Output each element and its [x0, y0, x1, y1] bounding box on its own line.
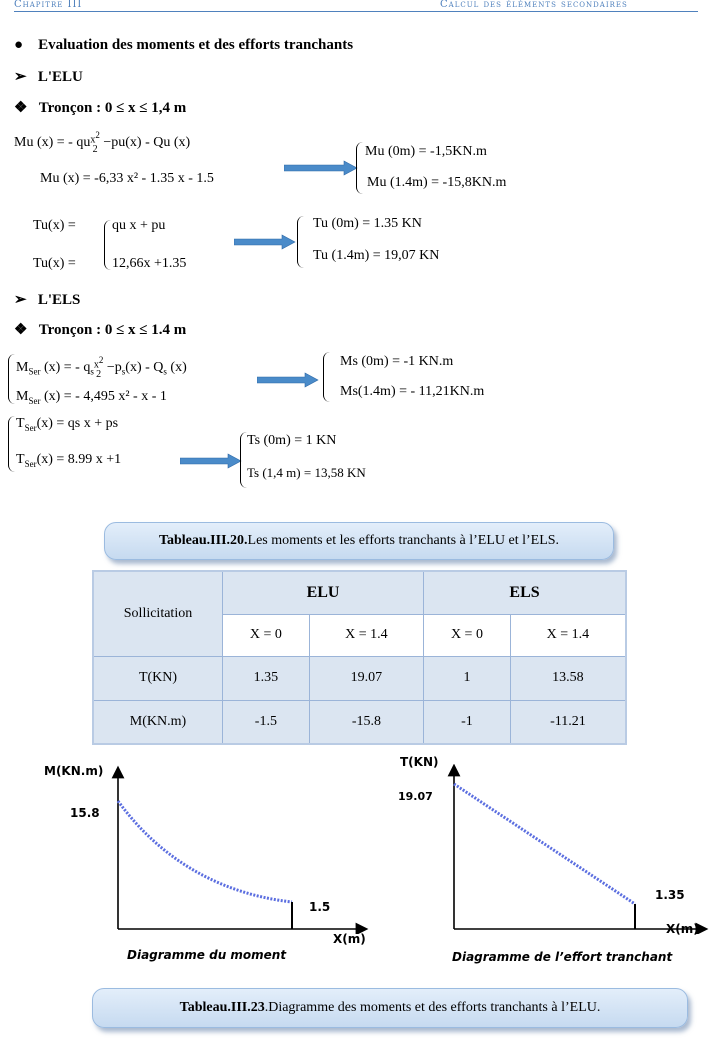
figure-caption-text: .Diagramme des moments et des efforts tranchants à l’ELU.: [264, 1000, 601, 1015]
row-header: Sollicitation: [123, 605, 193, 621]
moment-curve: [118, 801, 292, 902]
section-bullet-text: Evaluation des moments et des efforts tranchants: [38, 37, 354, 53]
shear-x-label: X(m): [666, 922, 699, 936]
subcol-label: X = 0: [249, 627, 282, 642]
tu-0-result: Tu (0m) = 1.35 KN: [313, 216, 422, 231]
elu-heading: [14, 67, 83, 86]
ms-eq-sub: Ser: [28, 366, 41, 377]
cell-value: -1: [461, 713, 473, 729]
shear-y-label: T(KN): [400, 755, 439, 769]
cell-value: -11.21: [550, 713, 586, 729]
row-label-cell: [93, 700, 223, 744]
ms-eq-c: p: [114, 359, 122, 375]
ts-14-result: Ts (1,4 m) = 13,58 KN: [247, 465, 366, 480]
els-heading: [14, 290, 80, 309]
ms-eq-e: (x): [166, 359, 187, 375]
brace: [356, 142, 363, 194]
brace: [297, 216, 304, 268]
frac-num: x: [93, 359, 99, 371]
tu-14-result: Tu (1.4m) = 19,07 KN: [313, 248, 440, 263]
cell-value: 1.35: [253, 670, 279, 685]
fraction: [94, 355, 104, 380]
mu-eq-prefix: Mu (x) = - qu: [14, 134, 91, 150]
ts-0-result: Ts (0m) = 1 KN: [247, 433, 337, 448]
moment-caption: Diagramme du moment: [127, 948, 287, 962]
ms-14-result: Ms(1.4m) = - 11,21KN.m: [340, 384, 485, 399]
subcol-label: X = 1.4: [345, 627, 388, 642]
ts-sub-2: Ser: [24, 458, 37, 469]
ts-sub-1: Ser: [24, 422, 37, 433]
moment-y-label: M(KN.m): [44, 764, 104, 778]
table-cell: [309, 656, 423, 700]
cell-value: -15.8: [351, 713, 381, 729]
diamond-bullet-icon: ❖: [14, 100, 28, 116]
shear-caption: Diagramme de l’effort tranchant: [452, 950, 673, 964]
shear-start-label: 19.07: [398, 790, 433, 803]
table-cell: [223, 656, 310, 700]
shear-diagram: [440, 764, 710, 934]
frac-num: x: [90, 134, 96, 146]
ms-eq-qsub: s: [90, 366, 94, 377]
ms-eq-psub: s: [121, 366, 126, 377]
subcol-header: [309, 614, 423, 656]
subcol-header: [424, 614, 511, 656]
elu-troncon: [14, 98, 186, 117]
chapter-title: Calcul des éléments secondaires: [440, 0, 628, 10]
ts-expr-2-text: (x) = 8.99 x +1: [36, 452, 122, 467]
ts-expr-1-text: (x) = qs x + ps: [36, 416, 119, 431]
subcol-header: [223, 614, 310, 656]
ms-eq-Qsub: s: [163, 366, 167, 377]
ms-eq-d: (x) - Q: [125, 359, 164, 375]
row-header-cell: [93, 571, 223, 656]
elu-heading-text: L'ELU: [37, 69, 83, 85]
els-troncon-text: Tronçon : 0 ≤ x ≤ 1.4 m: [38, 322, 187, 338]
tu-label-1: Tu(x) =: [33, 218, 76, 233]
moment-start-label: 15.8: [70, 806, 100, 820]
cell-value: 1: [463, 670, 471, 685]
arrow-icon: [180, 453, 242, 469]
arrow-bullet-icon: ➢: [14, 292, 27, 308]
table-cell: [223, 700, 310, 744]
table-cell: [309, 700, 423, 744]
mu-eq-suffix: pu(x) - Qu (x): [111, 134, 191, 150]
cell-value: 13.58: [552, 670, 584, 685]
row-label: M(KN.m): [129, 713, 187, 729]
tu-expr-2: 12,66x +1.35: [112, 256, 187, 271]
ms-expr-a: M: [16, 389, 29, 404]
tu-expr-1: qu x + pu: [112, 218, 166, 233]
table-cell: [510, 656, 626, 700]
ts-a-2: T: [16, 452, 25, 467]
table-cell: [424, 656, 511, 700]
brace: [240, 432, 247, 488]
page-header: [0, 0, 713, 12]
ts-a-1: T: [16, 416, 25, 431]
cell-value: 19.07: [350, 670, 383, 685]
brace: [8, 354, 15, 404]
mu-0-result: Mu (0m) = -1,5KN.m: [365, 144, 487, 159]
moment-end-label: 1.5: [309, 900, 331, 914]
arrow-bullet-icon: ➢: [14, 69, 27, 85]
arrow-icon: [234, 234, 296, 250]
chapter-label: Chapitre III: [14, 0, 83, 10]
group-label: ELU: [306, 583, 340, 601]
moment-x-label: X(m): [333, 932, 366, 946]
ms-equation: $M_{Ser}$ (x) = - $q_s$ $x^2$ 2 $-p_s(x) - Q_s$ (x): [16, 355, 187, 381]
table-row: [93, 700, 626, 744]
table-caption-text: Les moments et les efforts tranchants à l’ELU et l’ELS.: [247, 533, 560, 548]
shear-end-label: 1.35: [655, 888, 685, 902]
ms-eq-b: (x) = - q: [40, 359, 91, 375]
ms-expr-sub: Ser: [28, 395, 41, 406]
ts-expr-2: [16, 452, 121, 469]
subcol-label: X = 0: [450, 627, 483, 642]
ms-expression: [16, 389, 167, 406]
bullet-dot-icon: ●: [14, 37, 24, 53]
ms-expr-b: (x) = - 4,495 x² - x - 1: [40, 389, 167, 404]
elu-troncon-text: Tronçon : 0 ≤ x ≤ 1,4 m: [38, 100, 187, 116]
fraction: [90, 130, 100, 155]
figure-caption-bold: Tableau.III.23: [179, 1000, 265, 1015]
header-rule: [14, 11, 698, 12]
els-troncon: [14, 320, 186, 339]
group-header-els: [424, 571, 626, 614]
brace: [8, 416, 15, 472]
table-cell: [424, 700, 511, 744]
moment-diagram: [100, 764, 370, 934]
group-label: ELS: [509, 583, 540, 601]
frac-pow: 2: [95, 130, 100, 140]
table-caption-bold: Tableau.III.20.: [158, 533, 248, 548]
brace: [323, 352, 330, 402]
group-header-elu: [223, 571, 424, 614]
brace: [104, 220, 111, 270]
subcol-label: X = 1.4: [546, 627, 590, 642]
table-cell: [510, 700, 626, 744]
ms-0-result: Ms (0m) = -1 KN.m: [340, 354, 454, 369]
section-bullet: [14, 37, 353, 54]
frac-den: 2: [96, 369, 102, 381]
diamond-bullet-icon: ❖: [14, 322, 28, 338]
cell-value: -1.5: [254, 713, 277, 729]
row-label: T(KN): [138, 670, 178, 685]
results-table: [92, 570, 627, 745]
shear-line: [454, 784, 635, 904]
frac-pow: 2: [98, 355, 104, 365]
mu-equation: Mu (x) = - qu $x^2$ 2 −pu(x) - Qu (x): [14, 130, 191, 156]
mu-14-result: Mu (1.4m) = -15,8KN.m: [367, 175, 507, 190]
table-caption: [104, 522, 614, 560]
frac-den: 2: [92, 144, 98, 156]
arrow-icon: [284, 160, 358, 176]
row-label-cell: [93, 656, 223, 700]
figure-caption: [92, 988, 688, 1028]
table-row: [93, 656, 626, 700]
arrow-icon: [257, 372, 319, 388]
tu-label-2: Tu(x) =: [33, 256, 76, 271]
subcol-header: [510, 614, 626, 656]
mu-expression: Mu (x) = -6,33 x² - 1.35 x - 1.5: [40, 171, 214, 186]
els-heading-text: L'ELS: [37, 292, 81, 308]
ts-expr-1: [16, 416, 118, 433]
ms-eq-a: M: [16, 359, 29, 375]
